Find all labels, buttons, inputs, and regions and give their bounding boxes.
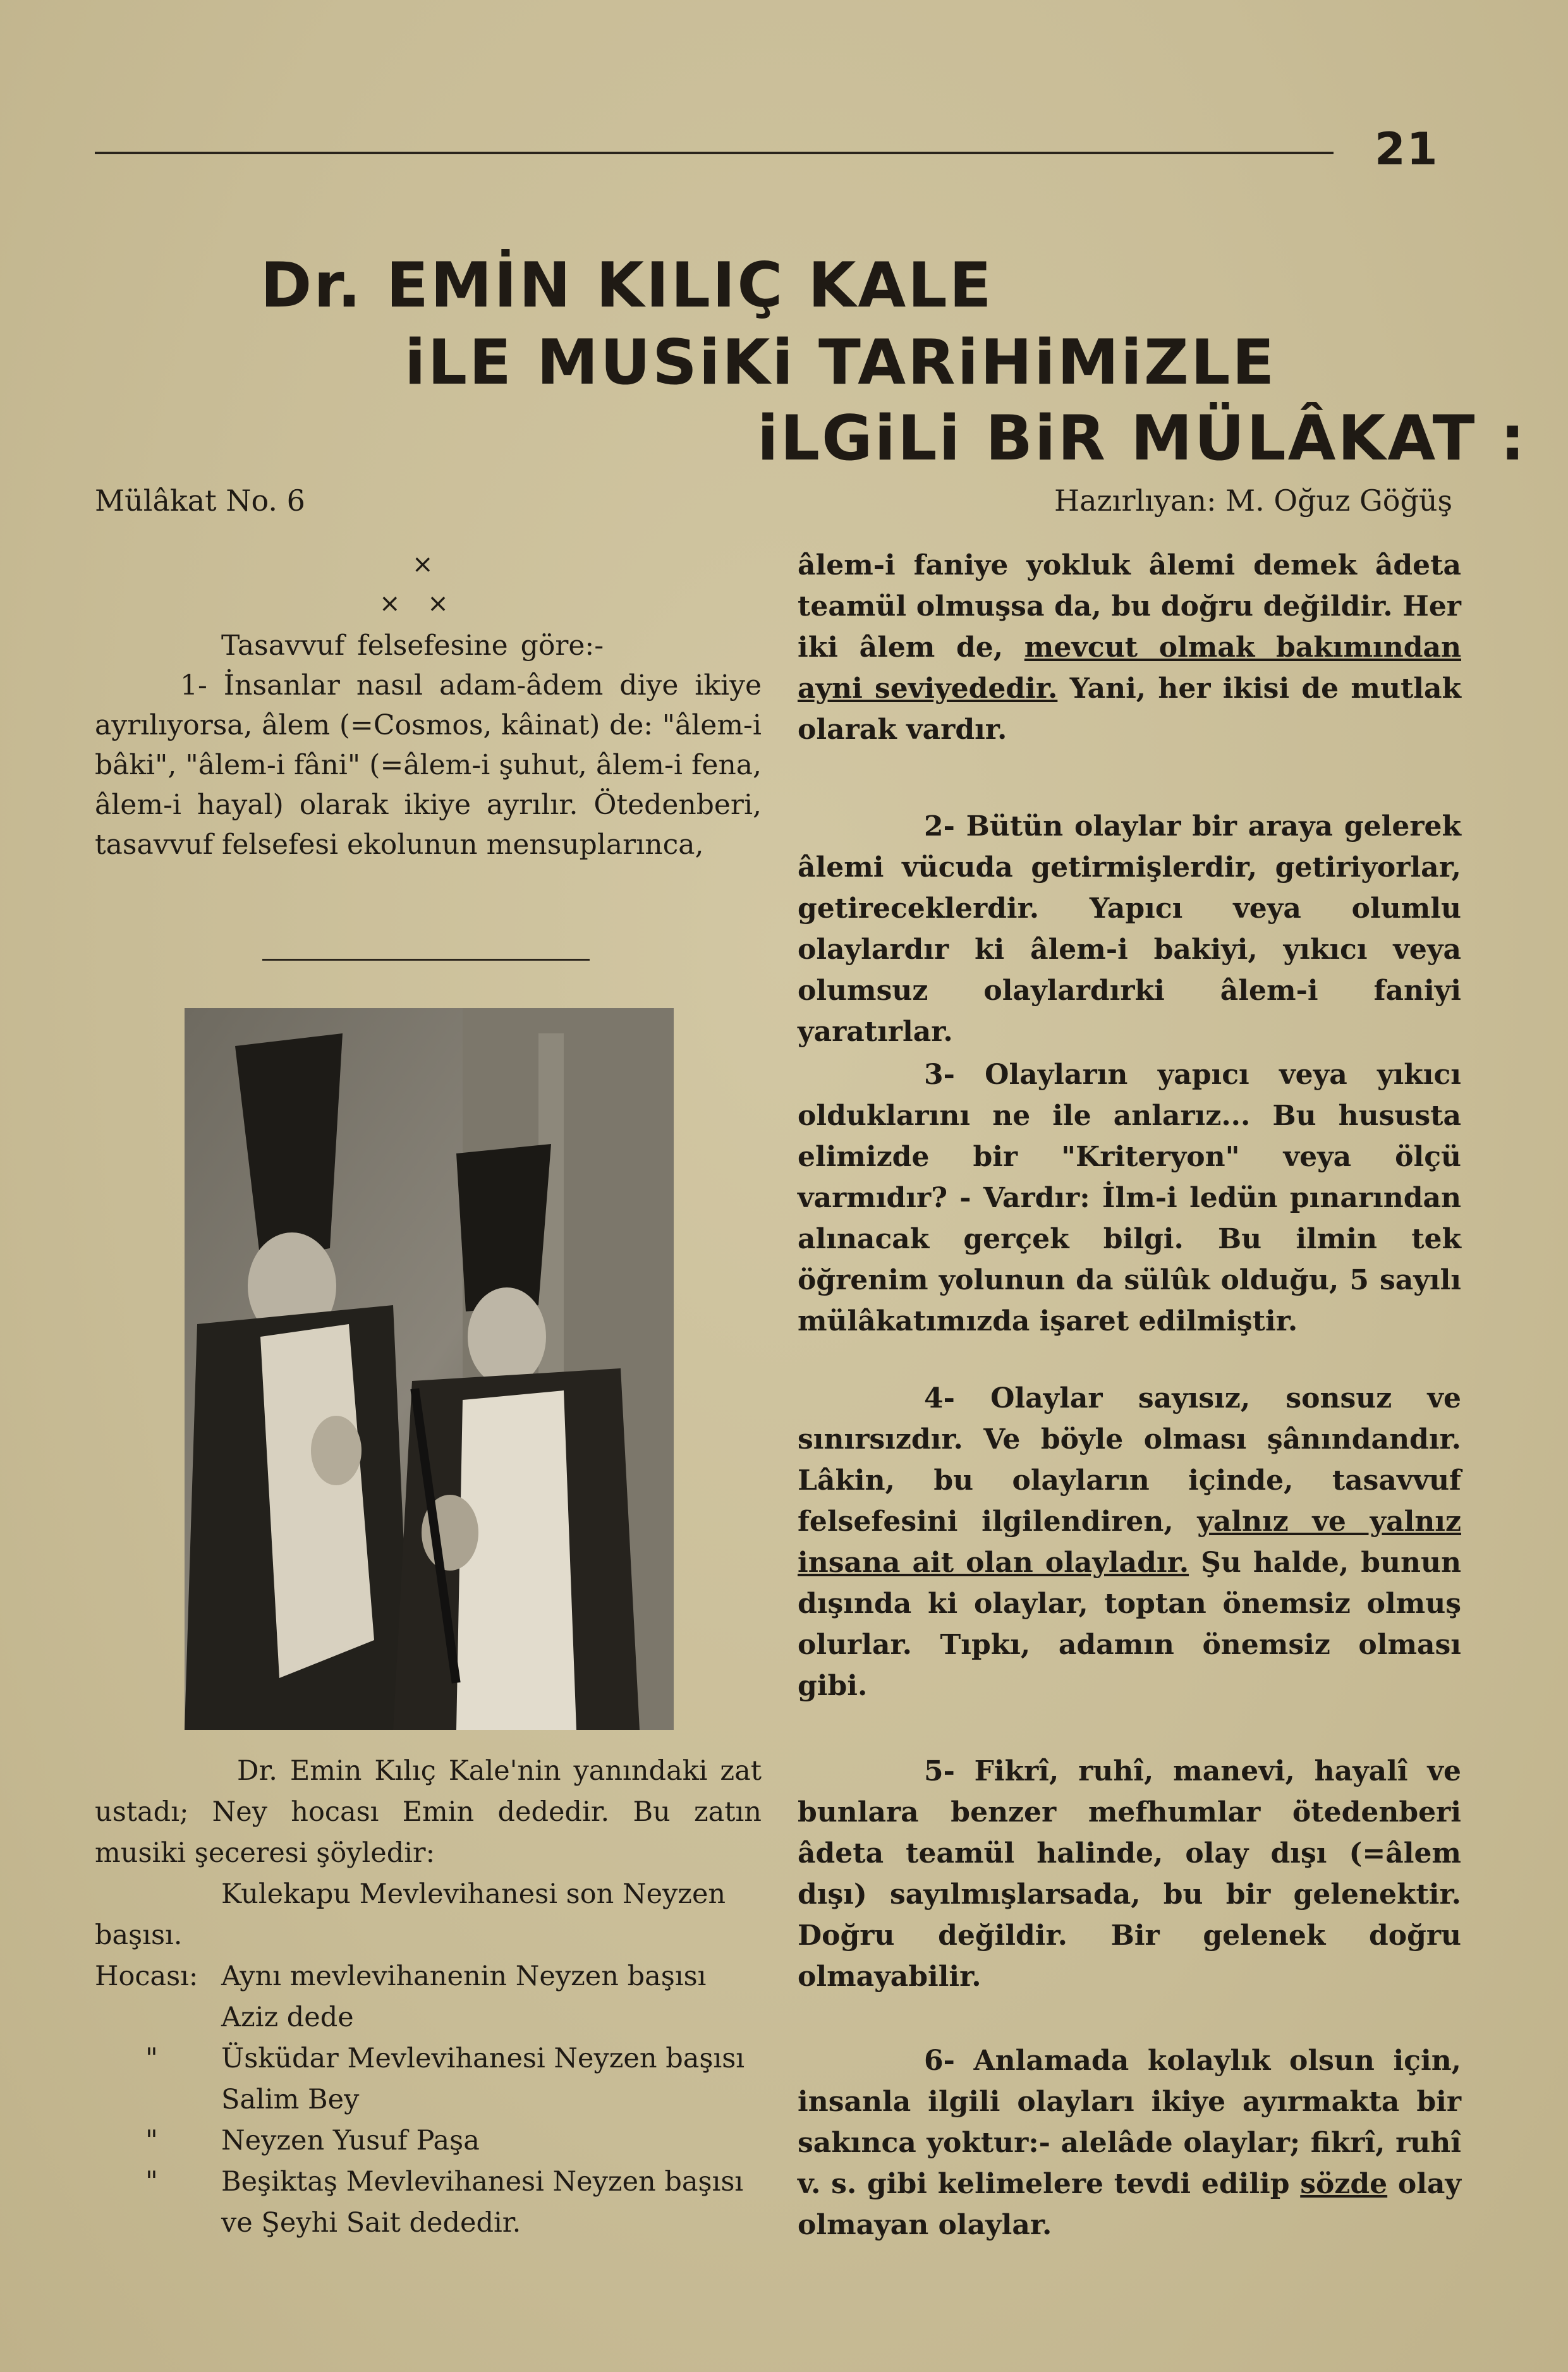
right-paragraph-6 (798, 2040, 1461, 2246)
right-paragraph-3 (798, 1054, 1461, 1342)
p6-end: olay olmayan olaylar. (798, 2168, 1461, 2241)
right-paragraph-2 (798, 806, 1461, 1052)
prepared-by: Hazırlıyan: M. Oğuz Göğüş (1054, 484, 1453, 518)
p5-text: 5- Fikrî, ruhî, manevi, hayalî ve bunlara benzer mefhumlar ötedenberi âdeta teamül halinde, olay dışı (=âlem dışı) sayılmışlarsada, bu bir gelenektir. Doğru değildir. Bir gelenek doğru olmayabilir. (798, 1755, 1461, 1993)
separator-mark-double: × × (379, 589, 449, 618)
article-title-line-2: iLE MUSiKi TARiHiMiZLE (404, 327, 1277, 399)
p2-text: 2- Bütün olaylar bir araya gelerek âlemi vücuda getirmişlerdir, getiriyorlar, getireceklerdir. Yapıcı veya olumlu olaylardır ki âlem-i bakiyi, yıkıcı veya olumsuz olaylardırki âlem-i faniyi yaratırlar. (798, 810, 1461, 1048)
teacher-row (95, 1956, 762, 2038)
p1-end: Yani, her ikisi de mutlak olarak vardır. (798, 672, 1461, 746)
p4-end: Şu halde, bunun dışında ki olaylar, toptan önemsiz olmuş olurlar. Tıpkı, adamın önemsiz olması gibi. (798, 1547, 1461, 1702)
p6-underlined: sözde (1300, 2168, 1388, 2200)
ditto-mark: " (145, 2043, 158, 2074)
right-paragraph-1 (798, 545, 1461, 750)
p6-start: 6- Anlamada kolaylık olsun için, insanla ilgili olayları ikiye ayırmakta bir sakınca yoktur:- alelâde olaylar; fikrî, ruhî v. s. gibi kelimelere tevdi edilip (798, 2045, 1461, 2200)
caption-text: Dr. Emin Kılıç Kale'nin yanındaki zat ustadı; Ney hocası Emin dededir. Bu zatın musiki şeceresi şöyledir: (95, 1755, 762, 1869)
photo-caption (95, 1751, 762, 2244)
teacher-name: Aynı mevlevihanenin Neyzen başısı Aziz dede (221, 1961, 707, 2033)
ditto-mark: " (145, 2166, 158, 2198)
p3-text: 3- Olayların yapıcı veya yıkıcı olduklarını ne ile anlarız... Bu hususta elimizde bir "Kriteryon" veya ölçü varmıdır? - Vardır: İlm-i ledün pınarından alınacak gerçek bilgi. Bu ilmin tek öğrenim yolunun da sülûk olduğu, 5 sayılı mülâkatımızda işaret edilmiştir. (798, 1059, 1461, 1337)
right-paragraph-5 (798, 1751, 1461, 1997)
intro-heading: Tasavvuf felsefesine göre:- (221, 629, 604, 662)
lineage-name: Neyzen Yusuf Paşa (221, 2125, 480, 2156)
article-title-line-1: Dr. EMİN KILIÇ KALE (260, 250, 994, 322)
p4-start: 4- Olaylar sayısız, sonsuz ve sınırsızdır. Ve böyle olması şânındandır. Lâkin, bu olayların içinde, tasavvuf felsefesini ilgilendiren, (798, 1382, 1461, 1538)
photograph-dervishes (185, 1008, 674, 1730)
ditto-mark: " (145, 2125, 158, 2156)
photograph-dervishes-drawing (185, 1008, 674, 1730)
lineage-name: Üsküdar Mevlevihanesi Neyzen başısı Salim Bey (221, 2043, 745, 2115)
lineage-first: Kulekapu Mevlevihanesi son Neyzen başısı. (95, 1878, 726, 1951)
p1-underlined: mevcut olmak bakımından ayni seviyededir. (798, 631, 1461, 705)
separator-mark-single: × (412, 550, 434, 579)
teacher-label: Hocası: (95, 1961, 198, 1992)
p1-start: âlem-i faniye yokluk âlemi demek âdeta teamül olmuşsa da, bu doğru değildir. Her iki âlem de, (798, 549, 1461, 664)
article-title-line-3: iLGiLi BiR MÜLÂKAT : (757, 403, 1527, 475)
interview-number: Mülâkat No. 6 (95, 484, 305, 518)
lineage-row (95, 2038, 762, 2120)
header-rule (95, 152, 1334, 154)
right-paragraph-4 (798, 1378, 1461, 1706)
lineage-row (95, 2162, 762, 2244)
left-column-rule (262, 959, 590, 961)
lineage-row (95, 2120, 762, 2162)
left-column-intro (95, 626, 762, 865)
p4-underlined: yalnız ve yalnız insana ait olan olayladır. (798, 1505, 1461, 1579)
page-number: 21 (1375, 123, 1439, 175)
lineage-name: Beşiktaş Mevlevihanesi Neyzen başısı ve Şeyhi Sait dededir. (221, 2166, 744, 2239)
intro-paragraph: 1- İnsanlar nasıl adam-âdem diye ikiye ayrılıyorsa, âlem (=Cosmos, kâinat) de: "âlem-i bâki", "âlem-i fâni" (=âlem-i şuhut, âlem-i fena, âlem-i hayal) olarak ikiye ayrılır. Ötedenberi, tasavvuf felsefesi ekolunun mensuplarınca, (95, 669, 762, 861)
